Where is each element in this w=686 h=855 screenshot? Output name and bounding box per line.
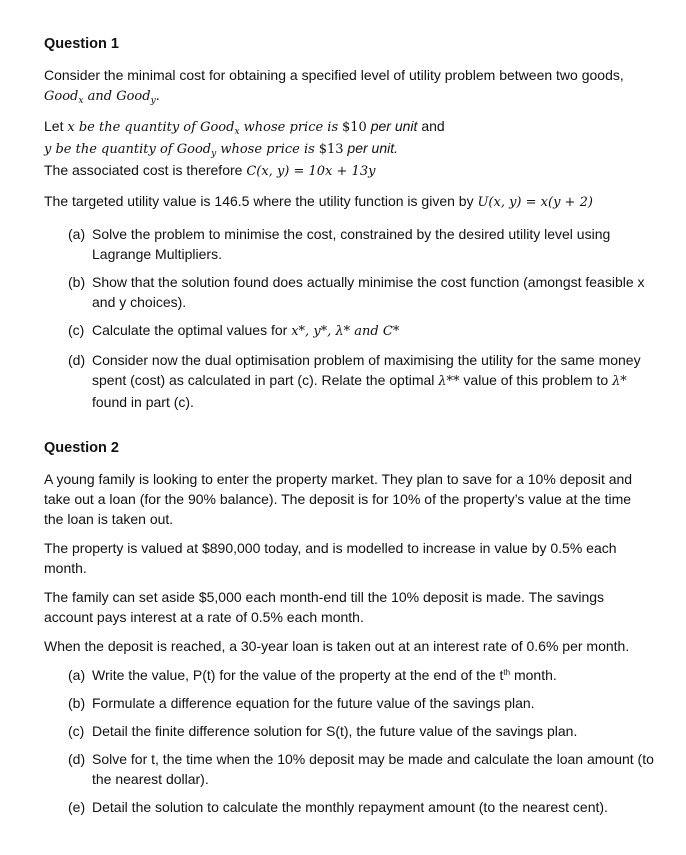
document-page — [44, 36, 654, 825]
question-2-para-3: The family can set aside $5,000 each month-end till the 10% deposit is made. The savings account pays interest at a rate of 0.5% each month. — [44, 589, 605, 625]
question-1 — [44, 36, 654, 412]
cost-function-formula: C(x, y) = 10x + 13y — [246, 164, 376, 179]
question-2-para-1: A young family is looking to enter the property market. They plan to save for a 10% deposit and take out a loan (for the 90% balance). The deposit is for 10% of the property’s value at the time the loan is taken out. — [44, 471, 633, 527]
question-2 — [44, 440, 654, 817]
question-1-intro: Consider the minimal cost for obtaining a specified level of utility problem between two goods, Good$_x$ and Good$_y$. — [44, 67, 624, 106]
question-2-parts — [68, 665, 654, 817]
question-2-para-2: The property is valued at $890,000 today, and is modelled to increase in value by 0.5% each month. — [44, 540, 617, 576]
definition-x: Let x be the quantity of Good$_x$ whose price is $10 per unit and — [44, 118, 445, 137]
utility-statement: The targeted utility value is 146.5 where the utility function is given by U(x, y) = x(y + 2) — [44, 193, 593, 210]
q2-part-d: (d) Solve for t, the time when the 10% deposit may be made and calculate the loan amount (to the nearest dollar). — [68, 751, 654, 787]
q2-part-e: (e) Detail the solution to calculate the monthly repayment amount (to the nearest cent). — [68, 799, 608, 815]
q2-part-a: (a) Write the value, P(t) for the value of the property at the end of the $t^{th}$ month. — [68, 667, 557, 683]
utility-function-formula: U(x, y) = x(y + 2) — [477, 195, 593, 210]
goods-x-text: Good — [44, 89, 79, 104]
definition-y: y be the quantity of Good$_y$ whose price is $13 per unit. — [44, 140, 398, 159]
goods-y-text: Good — [116, 89, 151, 104]
question-2-para-4: When the deposit is reached, a 30-year loan is taken out at an interest rate of 0.6% per month. — [44, 638, 630, 654]
q1-part-b: (b) Show that the solution found does actually minimise the cost function (amongst feasible x and y choices). — [68, 274, 645, 310]
question-1-title: Question 1 — [44, 36, 119, 52]
goods-and-text: and — [87, 89, 113, 104]
q1-part-c: (c) Calculate the optimal values for x*, y*, λ* and C* — [68, 322, 400, 339]
question-2-title: Question 2 — [44, 440, 119, 456]
question-1-parts — [68, 224, 654, 412]
q1-part-d: (d) Consider now the dual optimisation problem of maximising the utility for the same money spent (cost) as calculated in part (c). Relate the optimal λ** value of this problem to λ* found in part (c). — [68, 352, 641, 410]
question-1-definitions — [44, 116, 654, 182]
q2-part-c: (c) Detail the finite difference solution for S(t), the future value of the savings plan. — [68, 723, 578, 739]
q1-part-a: (a) Solve the problem to minimise the cost, constrained by the desired utility level using Lagrange Multipliers. — [68, 226, 611, 262]
q2-part-b: (b) Formulate a difference equation for the future value of the savings plan. — [68, 695, 535, 711]
cost-function: The associated cost is therefore C(x, y) = 10x + 13y — [44, 162, 376, 179]
